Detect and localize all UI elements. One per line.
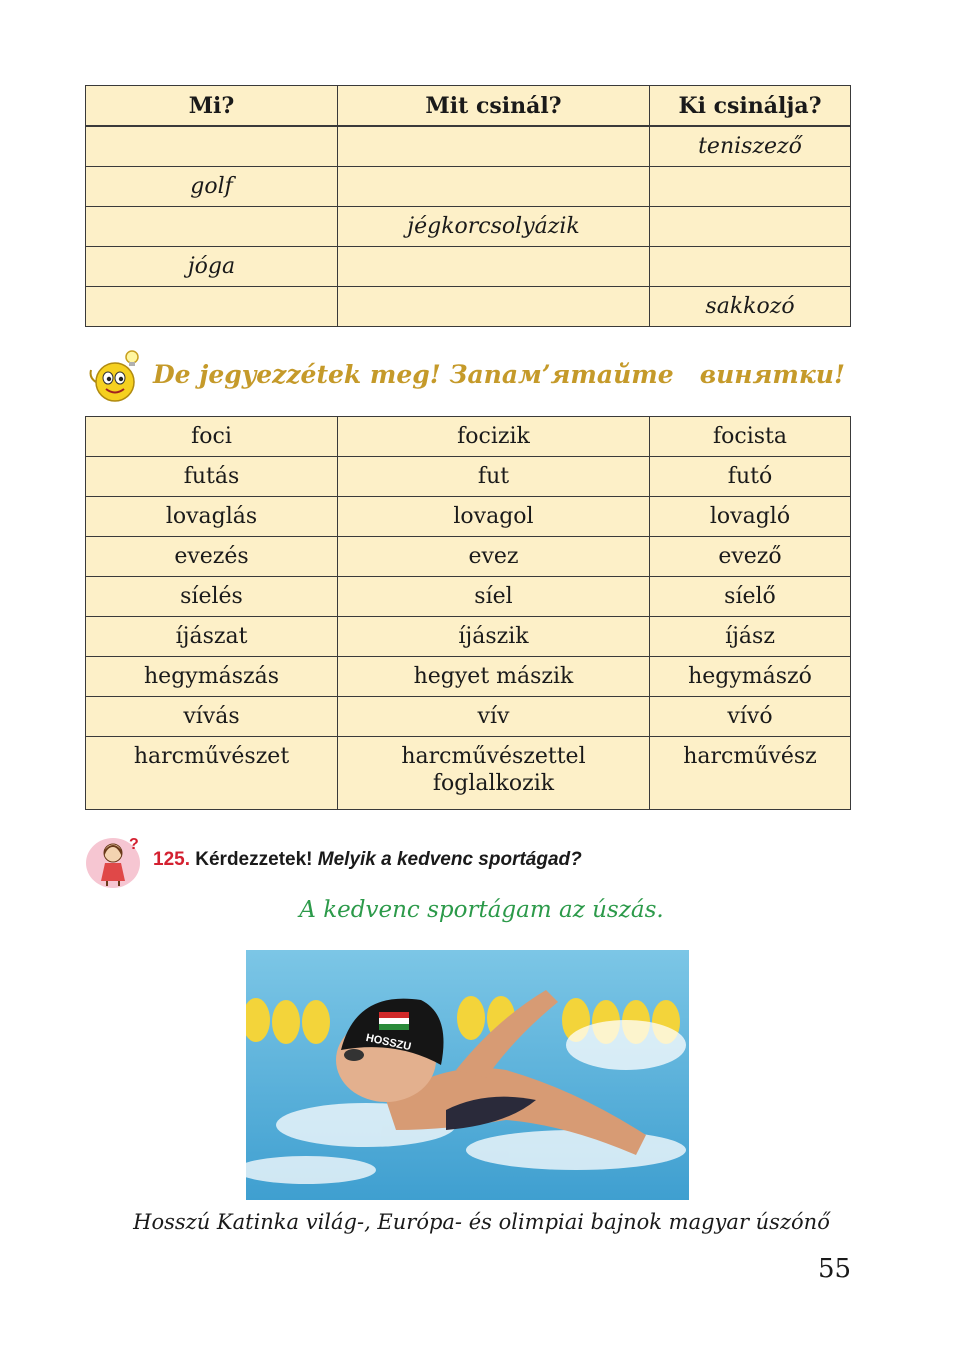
table-cell: vív <box>338 697 650 737</box>
swimmer-photo <box>246 950 689 1200</box>
table-cell: íjász <box>650 617 851 657</box>
table-row <box>86 697 851 737</box>
table-header-row <box>86 86 851 127</box>
table-cell[interactable] <box>86 126 338 167</box>
header-what: Mi? <box>86 86 338 127</box>
girl-question-icon <box>85 833 145 889</box>
table-cell: focista <box>650 417 851 457</box>
table-cell[interactable] <box>86 207 338 247</box>
table-row <box>86 247 851 287</box>
sample-answer: A kedvenc sportágam az úszás. <box>299 897 664 923</box>
table-cell: focizik <box>338 417 650 457</box>
table-cell[interactable] <box>650 167 851 207</box>
table-cell: íjászat <box>86 617 338 657</box>
table-cell[interactable] <box>338 167 650 207</box>
table-row <box>86 417 851 457</box>
task-number: 125. <box>153 849 190 870</box>
table-row <box>86 497 851 537</box>
table-cell[interactable] <box>338 287 650 327</box>
table-cell: harcművészettel foglalkozik <box>338 737 650 810</box>
table-cell: hegymászó <box>650 657 851 697</box>
table-cell: golf <box>86 167 338 207</box>
table-cell: harcművészet <box>86 737 338 810</box>
task-125 <box>153 849 582 871</box>
table-row <box>86 577 851 617</box>
table-cell: evező <box>650 537 851 577</box>
table-cell: lovaglás <box>86 497 338 537</box>
table-cell: síelés <box>86 577 338 617</box>
table-cell: lovagló <box>650 497 851 537</box>
table-cell: vívó <box>650 697 851 737</box>
table-cell: fut <box>338 457 650 497</box>
table-cell: lovagol <box>338 497 650 537</box>
table-cell: sakkozó <box>650 287 851 327</box>
sports-exercise-table <box>85 85 851 327</box>
table-cell[interactable] <box>338 247 650 287</box>
task-question: Melyik a kedvenc sportágad? <box>317 849 582 870</box>
table-cell: evez <box>338 537 650 577</box>
table-cell: harcművész <box>650 737 851 810</box>
table-row <box>86 737 851 810</box>
table-row <box>86 617 851 657</box>
table-cell[interactable] <box>338 126 650 167</box>
cap-text: HOSSZU <box>364 1031 413 1054</box>
table-cell: jóga <box>86 247 338 287</box>
page-number: 55 <box>818 1254 852 1284</box>
photo-caption: Hosszú Katinka világ-, Európa- és olimpiai bajnok magyar úszónő <box>133 1210 830 1234</box>
table-cell[interactable] <box>650 247 851 287</box>
table-row <box>86 167 851 207</box>
table-cell[interactable] <box>650 207 851 247</box>
table-cell: síelő <box>650 577 851 617</box>
table-cell: foci <box>86 417 338 457</box>
svg-text:?: ? <box>129 836 139 853</box>
table-cell[interactable] <box>86 287 338 327</box>
task-instruction: Kérdezzetek! <box>195 849 313 870</box>
header-who: Ki csinálja? <box>650 86 851 127</box>
table-cell: íjászik <box>338 617 650 657</box>
table-cell: teniszező <box>650 126 851 167</box>
exceptions-note: De jegyezzétek meg! Запам’ятайте винятки! <box>153 360 845 389</box>
header-does-what: Mit csinál? <box>338 86 650 127</box>
table-cell: síel <box>338 577 650 617</box>
table-row <box>86 207 851 247</box>
smiley-lightbulb-icon <box>85 348 143 404</box>
sports-exceptions-table <box>85 416 851 810</box>
table-row <box>86 126 851 167</box>
table-cell: futás <box>86 457 338 497</box>
table-cell: evezés <box>86 537 338 577</box>
table-cell: futó <box>650 457 851 497</box>
table-row <box>86 657 851 697</box>
table-row <box>86 457 851 497</box>
table-cell: hegyet mászik <box>338 657 650 697</box>
table-row <box>86 287 851 327</box>
table-cell: jégkorcsolyázik <box>338 207 650 247</box>
table-cell: hegymászás <box>86 657 338 697</box>
table-row <box>86 537 851 577</box>
table-cell: vívás <box>86 697 338 737</box>
